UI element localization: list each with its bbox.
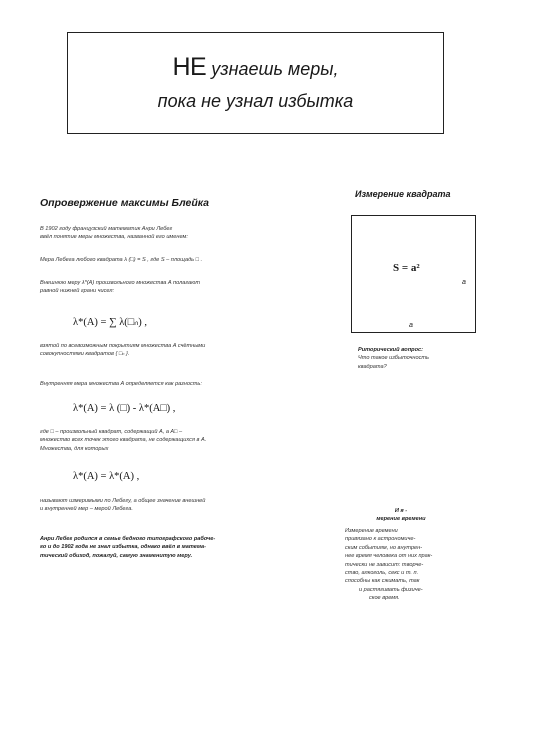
title-box bbox=[67, 32, 444, 134]
square-area-formula: S = a² bbox=[393, 262, 420, 274]
formula-outer-measure: λ*(A) = ∑ λ(□ₙ) , bbox=[73, 317, 148, 328]
square-side-label-bottom: a bbox=[409, 322, 413, 329]
square-side-label-right: a bbox=[462, 279, 466, 286]
paragraph-3-line: Внешнюю меру λ*(A) произвольного множества A полагают bbox=[40, 280, 201, 286]
rhetorical-question-title: Риторический вопрос: bbox=[358, 347, 423, 353]
paragraph-1-line: В 1902 году французский математик Анри Лебег bbox=[40, 226, 173, 232]
paragraph-4-line: взятой по всевозможным покрытиям множества A счётными bbox=[40, 343, 206, 349]
paragraph-4-line: совокупностями квадратов { □ₙ }. bbox=[40, 351, 130, 358]
time-paragraph-line: ство, алкоголь, секс и т. п. bbox=[345, 570, 419, 577]
title-line-1 bbox=[68, 53, 443, 82]
paragraph-8-line: тический обиход, пожалуй, самую знаменитую меру. bbox=[40, 552, 193, 559]
rhetorical-question bbox=[358, 346, 429, 371]
time-heading-line: И я - bbox=[394, 508, 408, 514]
paragraph-6 bbox=[40, 428, 206, 453]
paragraph-1-line: ввёл понятие меры множества, названной его именем: bbox=[40, 234, 188, 241]
paragraph-2: Мера Лебега любого квадрата λ (□) = S , где S – площадь □ . bbox=[40, 257, 203, 263]
time-paragraph-line: и растягивать физиче- bbox=[359, 586, 423, 593]
paragraph-6-line: Множества, для которых bbox=[40, 445, 109, 452]
paragraph-5: Внутренняя мера множества A определяется как разность: bbox=[40, 381, 202, 387]
title-line-2: пока не узнал избытка bbox=[157, 91, 354, 111]
square-figure bbox=[351, 215, 476, 333]
paragraph-3-line: равной нижней грани чисел: bbox=[40, 288, 115, 295]
title-big-word: НЕ bbox=[172, 53, 207, 81]
title-line-1-rest: узнаешь меры, bbox=[206, 59, 339, 79]
time-heading-line: мерение времени bbox=[376, 516, 426, 523]
time-paragraph-line: ским событиям, но внутрен- bbox=[345, 544, 423, 551]
time-paragraph-line: привязано к астрономиче- bbox=[345, 536, 416, 543]
paragraph-8-line: Анри Лебег родился в семье бедного типографского рабоче- bbox=[40, 536, 216, 542]
time-paragraph-line: Измерение времени bbox=[345, 528, 398, 534]
time-paragraph-line: ское время. bbox=[369, 595, 400, 602]
paragraph-6-line: где □ – произвольный квадрат, содержащий A, a A□ – bbox=[40, 429, 183, 435]
paragraph-7-line: и внутренней мер – мерой Лебега. bbox=[40, 506, 133, 513]
paragraph-8-line: го и до 1902 года не знал избытка, однако ввёл в матема- bbox=[40, 544, 207, 551]
paragraph-6-line: множество всех точек этого квадрата, не содержащихся в A. bbox=[40, 437, 207, 444]
paragraph-8 bbox=[40, 535, 215, 560]
paragraph-7 bbox=[40, 497, 205, 514]
paragraph-4 bbox=[40, 342, 205, 359]
time-paragraph-line: нее время человека от них прак- bbox=[345, 553, 433, 560]
paragraph-3 bbox=[40, 279, 200, 296]
formula-inner-measure: λ*(A) = λ (□) - λ*(A□) , bbox=[73, 403, 176, 414]
time-heading bbox=[346, 507, 456, 524]
rhetorical-question-line: Что такое избыточность bbox=[358, 355, 430, 362]
paragraph-7-line: называют измеримыми по Лебегу, а общее значение внешней bbox=[40, 498, 206, 504]
paragraph-1 bbox=[40, 225, 188, 242]
formula-measurable: λ*(A) = λ*(A) , bbox=[73, 471, 140, 482]
time-paragraph bbox=[345, 527, 432, 603]
time-paragraph-line: способны как сжимать, так bbox=[345, 578, 420, 585]
left-heading: Опровержение максимы Блейка bbox=[40, 197, 210, 209]
rhetorical-question-line: квадрата? bbox=[358, 363, 387, 370]
right-heading: Измерение квадрата bbox=[355, 189, 451, 199]
time-paragraph-line: тически не зависит: творче- bbox=[345, 561, 424, 568]
